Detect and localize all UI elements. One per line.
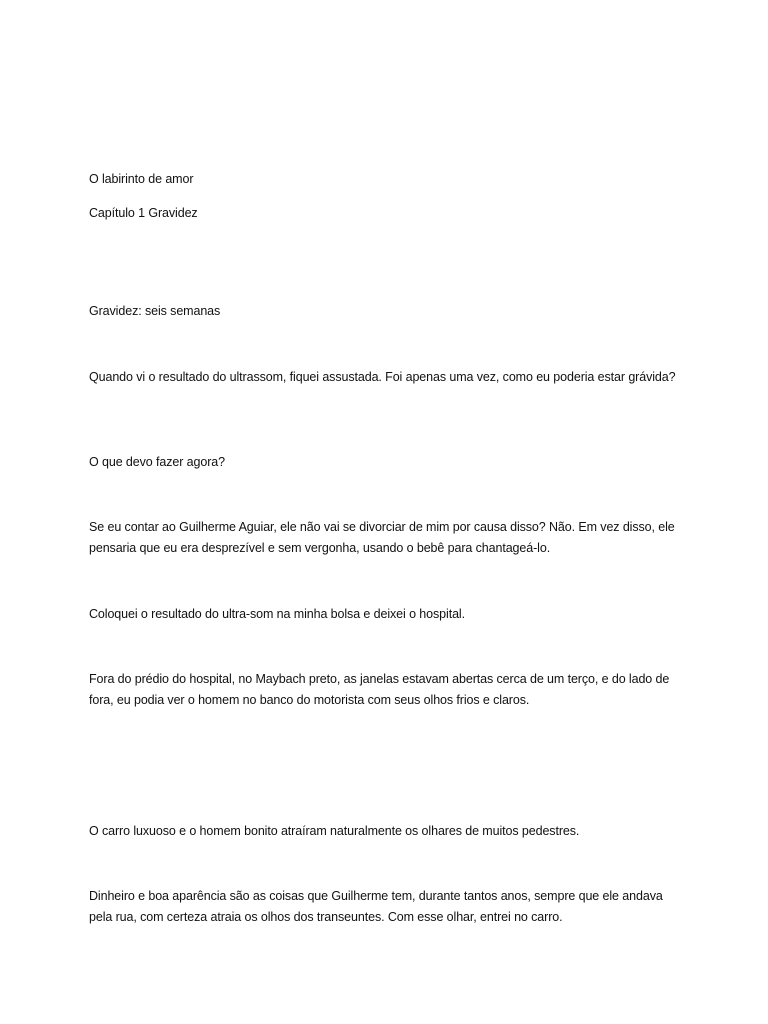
paragraph: Fora do prédio do hospital, no Maybach preto, as janelas estavam abertas cerca de um terço, e do lado de fora, eu podia ver o homem no banco do motorista com seus olhos frios e claros. bbox=[89, 672, 670, 707]
paragraph: Quando vi o resultado do ultrassom, fiquei assustada. Foi apenas uma vez, como eu poderia estar grávida? bbox=[89, 370, 676, 384]
document-title: O labirinto de amor bbox=[89, 172, 194, 186]
paragraph: Se eu contar ao Guilherme Aguiar, ele não vai se divorciar de mim por causa disso? Não. Em vez disso, ele pensaria que eu era desprezível e sem vergonha, usando o bebê para chantageá-lo. bbox=[89, 520, 675, 555]
chapter-heading: Capítulo 1 Gravidez bbox=[89, 206, 198, 220]
paragraph: O carro luxuoso e o homem bonito atraíram naturalmente os olhares de muitos pedestres. bbox=[89, 824, 580, 838]
paragraph: Gravidez: seis semanas bbox=[89, 304, 221, 318]
paragraph: Coloquei o resultado do ultra-som na minha bolsa e deixei o hospital. bbox=[89, 607, 465, 621]
paragraph: Dinheiro e boa aparência são as coisas que Guilherme tem, durante tantos anos, sempre que ele andava pela rua, com certeza atraia os olhos dos transeuntes. Com esse olhar, entrei no carro. bbox=[89, 889, 663, 924]
paragraph: O que devo fazer agora? bbox=[89, 455, 225, 469]
